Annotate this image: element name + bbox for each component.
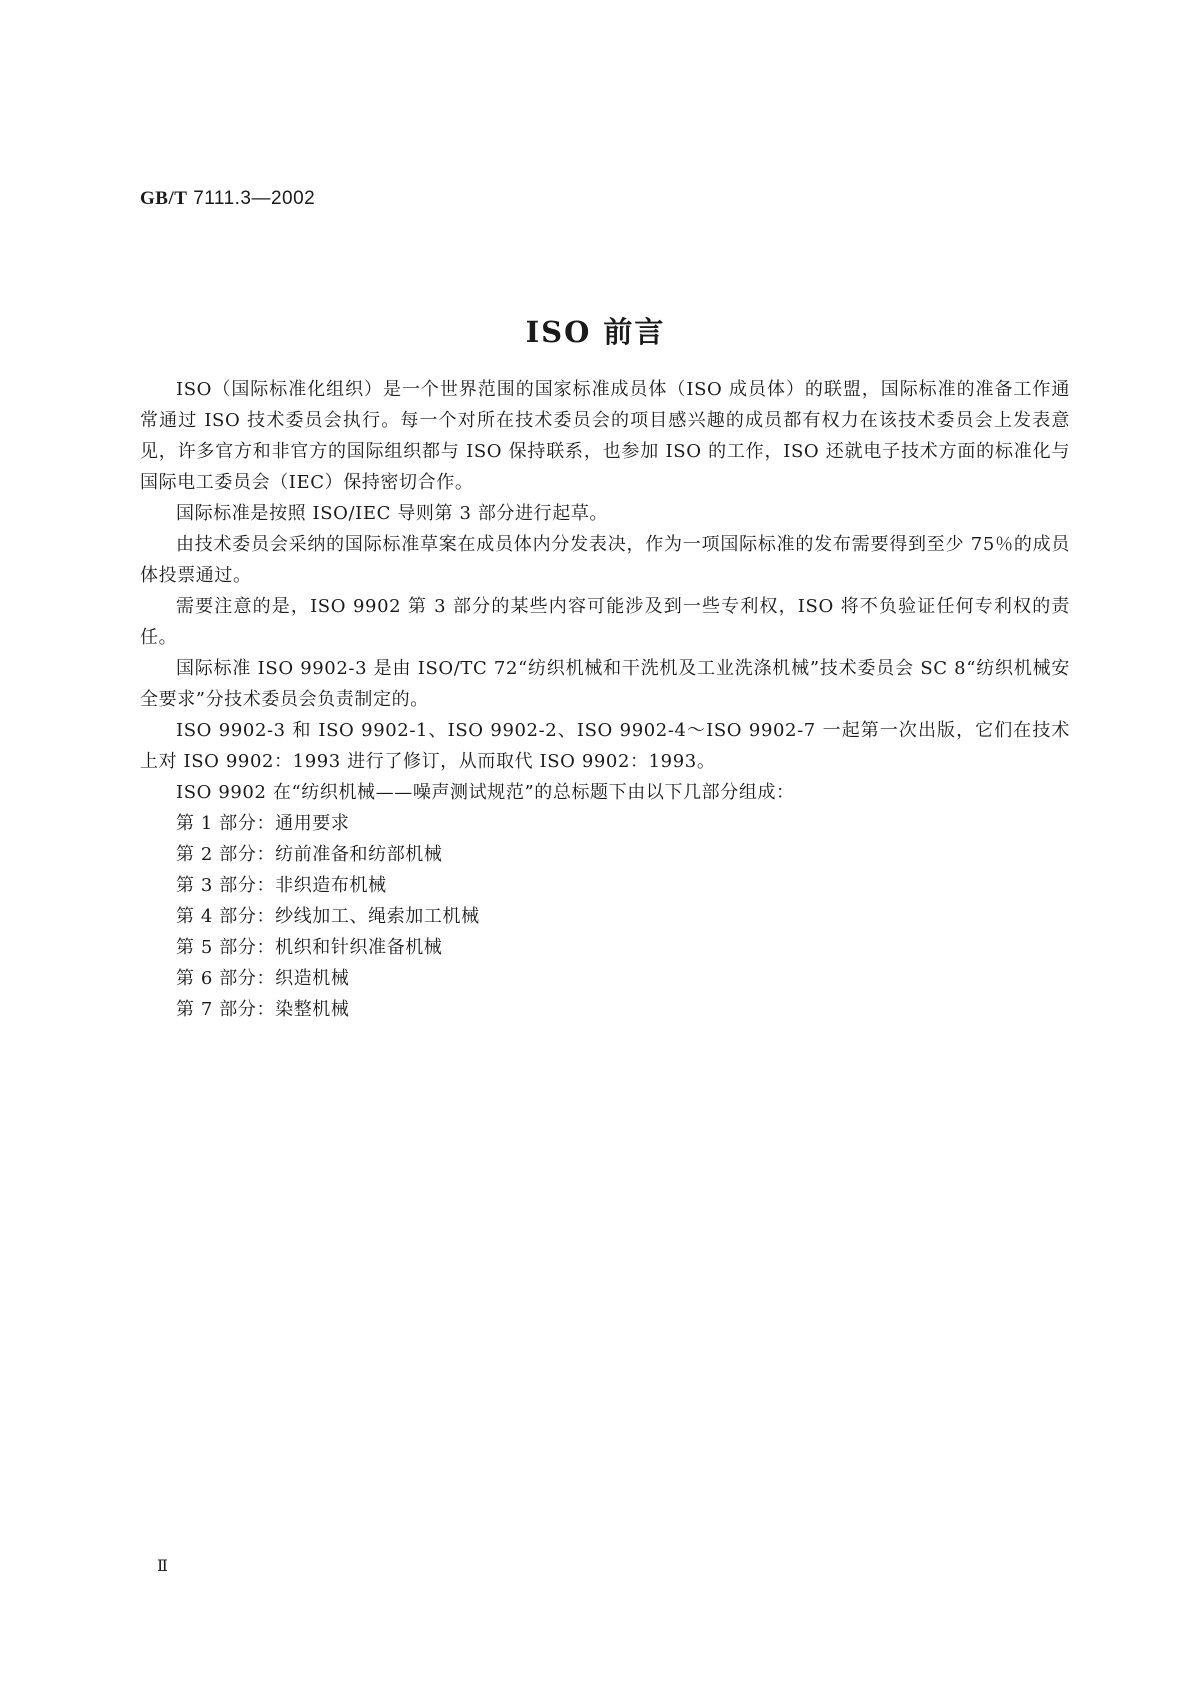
- list-item-part-4: 第 4 部分：纱线加工、绳索加工机械: [176, 906, 480, 927]
- page-number: Ⅱ: [157, 1558, 168, 1575]
- paragraph-parts-intro: ISO 9902 在“纺织机械——噪声测试规范”的总标题下由以下几部分组成：: [176, 782, 795, 803]
- standard-prefix: GB/T: [140, 188, 188, 209]
- document-body: [140, 374, 1070, 1025]
- list-item-part-5: 第 5 部分：机织和针织准备机械: [176, 937, 443, 958]
- paragraph-committee: 国际标准 ISO 9902-3 是由 ISO/TC 72“纺织机械和干洗机及工业洗涤机械”技术委员会 SC 8“纺织机械安全要求”分技术委员会负责制定的。: [140, 658, 1070, 710]
- paragraph-revision: ISO 9902-3 和 ISO 9902-1、ISO 9902-2、ISO 9902-4～ISO 9902-7 一起第一次出版，它们在技术上对 ISO 9902：1993 进行了修订，从而取代 ISO 9902：1993。: [140, 720, 1070, 772]
- page-title: ISO 前言: [525, 315, 666, 349]
- standard-number: 7111.3—2002: [193, 188, 316, 209]
- list-item-part-3: 第 3 部分：非织造布机械: [176, 875, 387, 896]
- list-item-part-7: 第 7 部分：染整机械: [176, 999, 350, 1020]
- list-item-part-6: 第 6 部分：织造机械: [176, 968, 350, 989]
- paragraph-drafting: 国际标准是按照 ISO/IEC 导则第 3 部分进行起草。: [176, 503, 609, 524]
- list-item-part-2: 第 2 部分：纺前准备和纺部机械: [176, 844, 443, 865]
- paragraph-voting: 由技术委员会采纳的国际标准草案在成员体内分发表决，作为一项国际标准的发布需要得到至少 75％的成员体投票通过。: [140, 534, 1070, 586]
- paragraph-iso-intro: ISO（国际标准化组织）是一个世界范围的国家标准成员体（ISO 成员体）的联盟，国际标准的准备工作通常通过 ISO 技术委员会执行。每一个对所在技术委员会的项目感兴趣的成员都有权力在该技术委员会上发表意见，许多官方和非官方的国际组织都与 ISO 保持联系，也参加 ISO 的工作，ISO 还就电子技术方面的标准化与国际电工委员会（IEC）保持密切合作。: [140, 379, 1070, 493]
- list-item-part-1: 第 1 部分：通用要求: [176, 813, 350, 834]
- paragraph-patent: 需要注意的是，ISO 9902 第 3 部分的某些内容可能涉及到一些专利权，ISO 将不负验证任何专利权的责任。: [140, 596, 1070, 648]
- standard-code: [140, 188, 315, 210]
